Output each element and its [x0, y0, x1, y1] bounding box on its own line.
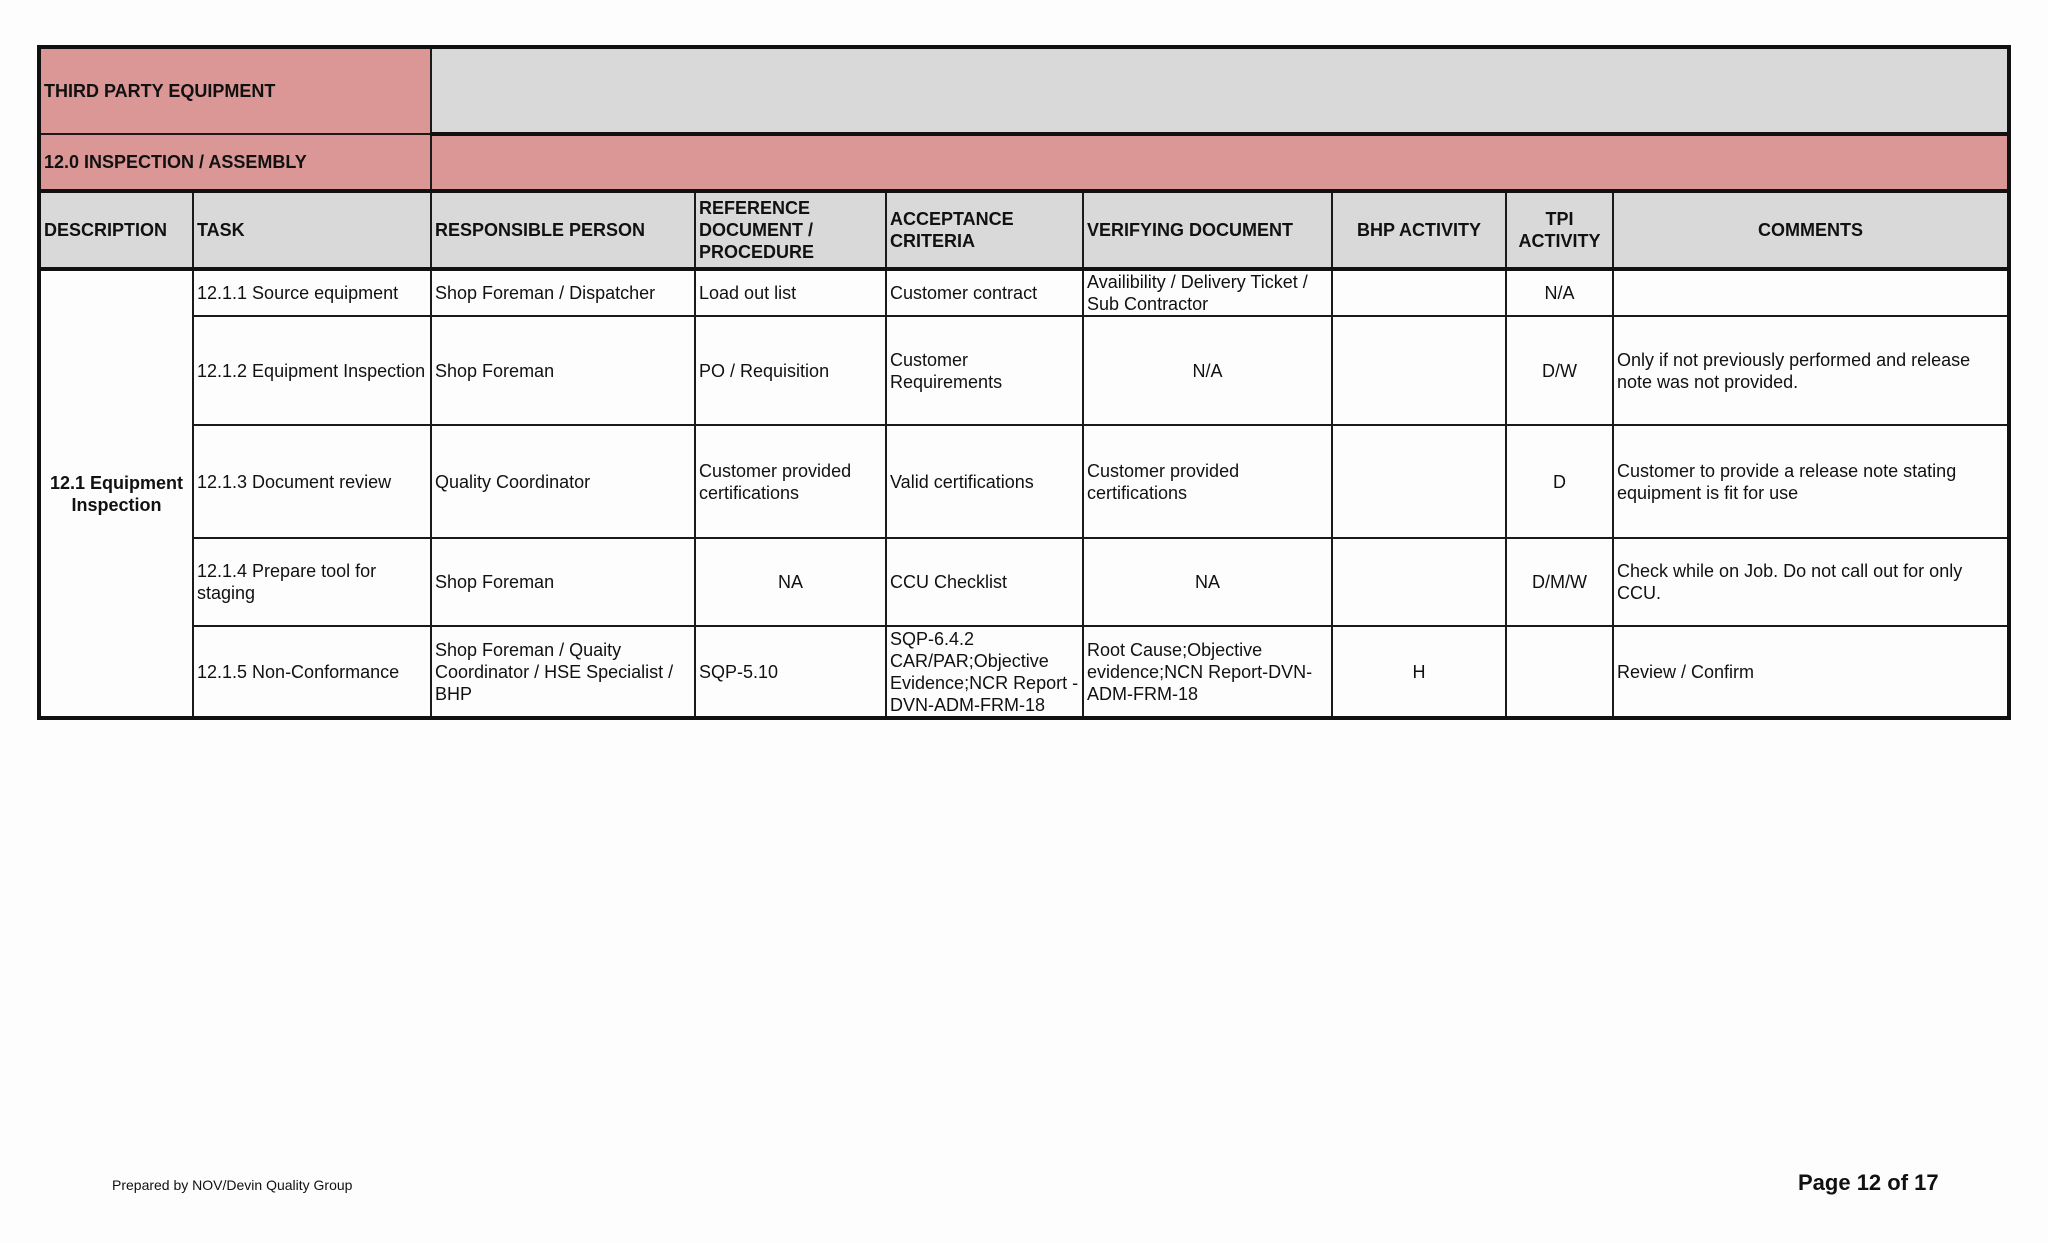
bhp-cell — [1332, 269, 1506, 316]
verifying-cell: Root Cause;Objective evidence;NCN Report-DVN-ADM-FRM-18 — [1083, 626, 1332, 718]
task-cell: 12.1.4 Prepare tool for staging — [193, 538, 431, 626]
title-row — [39, 47, 2009, 134]
reference-cell: Customer provided certifications — [695, 425, 886, 538]
header-description: DESCRIPTION — [39, 191, 193, 269]
group-description: 12.1 Equipment Inspection — [39, 269, 193, 718]
reference-cell: Load out list — [695, 269, 886, 316]
verifying-cell: Availibility / Delivery Ticket / Sub Contractor — [1083, 269, 1332, 316]
bhp-cell — [1332, 425, 1506, 538]
comments-cell: Review / Confirm — [1613, 626, 2009, 718]
verifying-cell: NA — [1083, 538, 1332, 626]
acceptance-cell: SQP-6.4.2 CAR/PAR;Objective Evidence;NCR Report - DVN-ADM-FRM-18 — [886, 626, 1083, 718]
verifying-cell: Customer provided certifications — [1083, 425, 1332, 538]
responsible-cell: Shop Foreman / Quaity Coordinator / HSE Specialist / BHP — [431, 626, 695, 718]
section-fill-area — [431, 134, 2009, 191]
tpi-cell: D/W — [1506, 316, 1613, 425]
header-responsible-person: RESPONSIBLE PERSON — [431, 191, 695, 269]
bhp-cell — [1332, 316, 1506, 425]
header-comments: COMMENTS — [1613, 191, 2009, 269]
tpi-cell: D/M/W — [1506, 538, 1613, 626]
header-acceptance-criteria: ACCEPTANCE CRITERIA — [886, 191, 1083, 269]
task-cell: 12.1.3 Document review — [193, 425, 431, 538]
responsible-cell: Quality Coordinator — [431, 425, 695, 538]
table-row — [39, 425, 2009, 538]
header-reference-document: REFERENCE DOCUMENT / PROCEDURE — [695, 191, 886, 269]
title-blank-area — [431, 47, 2009, 134]
header-tpi-activity: TPI ACTIVITY — [1506, 191, 1613, 269]
tpi-cell: N/A — [1506, 269, 1613, 316]
header-task: TASK — [193, 191, 431, 269]
reference-cell: NA — [695, 538, 886, 626]
section-title: 12.0 INSPECTION / ASSEMBLY — [39, 134, 431, 191]
acceptance-cell: Customer contract — [886, 269, 1083, 316]
reference-cell: SQP-5.10 — [695, 626, 886, 718]
comments-cell: Check while on Job. Do not call out for only CCU. — [1613, 538, 2009, 626]
header-bhp-activity: BHP ACTIVITY — [1332, 191, 1506, 269]
table-row — [39, 626, 2009, 718]
task-cell: 12.1.5 Non-Conformance — [193, 626, 431, 718]
tpi-cell — [1506, 626, 1613, 718]
acceptance-cell: Valid certifications — [886, 425, 1083, 538]
prepared-by-note: Prepared by NOV/Devin Quality Group — [112, 1177, 353, 1193]
column-header-row — [39, 191, 2009, 269]
comments-cell: Customer to provide a release note stating equipment is fit for use — [1613, 425, 2009, 538]
quality-plan-table — [37, 45, 2011, 720]
section-row — [39, 134, 2009, 191]
document-title: THIRD PARTY EQUIPMENT — [39, 47, 431, 134]
task-cell: 12.1.2 Equipment Inspection — [193, 316, 431, 425]
table-row — [39, 269, 2009, 316]
bhp-cell — [1332, 538, 1506, 626]
responsible-cell: Shop Foreman — [431, 316, 695, 425]
page-number: Page 12 of 17 — [1798, 1170, 1939, 1195]
responsible-cell: Shop Foreman / Dispatcher — [431, 269, 695, 316]
acceptance-cell: Customer Requirements — [886, 316, 1083, 425]
task-cell: 12.1.1 Source equipment — [193, 269, 431, 316]
table-row — [39, 316, 2009, 425]
header-verifying-document: VERIFYING DOCUMENT — [1083, 191, 1332, 269]
verifying-cell: N/A — [1083, 316, 1332, 425]
tpi-cell: D — [1506, 425, 1613, 538]
acceptance-cell: CCU Checklist — [886, 538, 1083, 626]
comments-cell — [1613, 269, 2009, 316]
bhp-cell: H — [1332, 626, 1506, 718]
comments-cell: Only if not previously performed and release note was not provided. — [1613, 316, 2009, 425]
responsible-cell: Shop Foreman — [431, 538, 695, 626]
reference-cell: PO / Requisition — [695, 316, 886, 425]
table-row — [39, 538, 2009, 626]
